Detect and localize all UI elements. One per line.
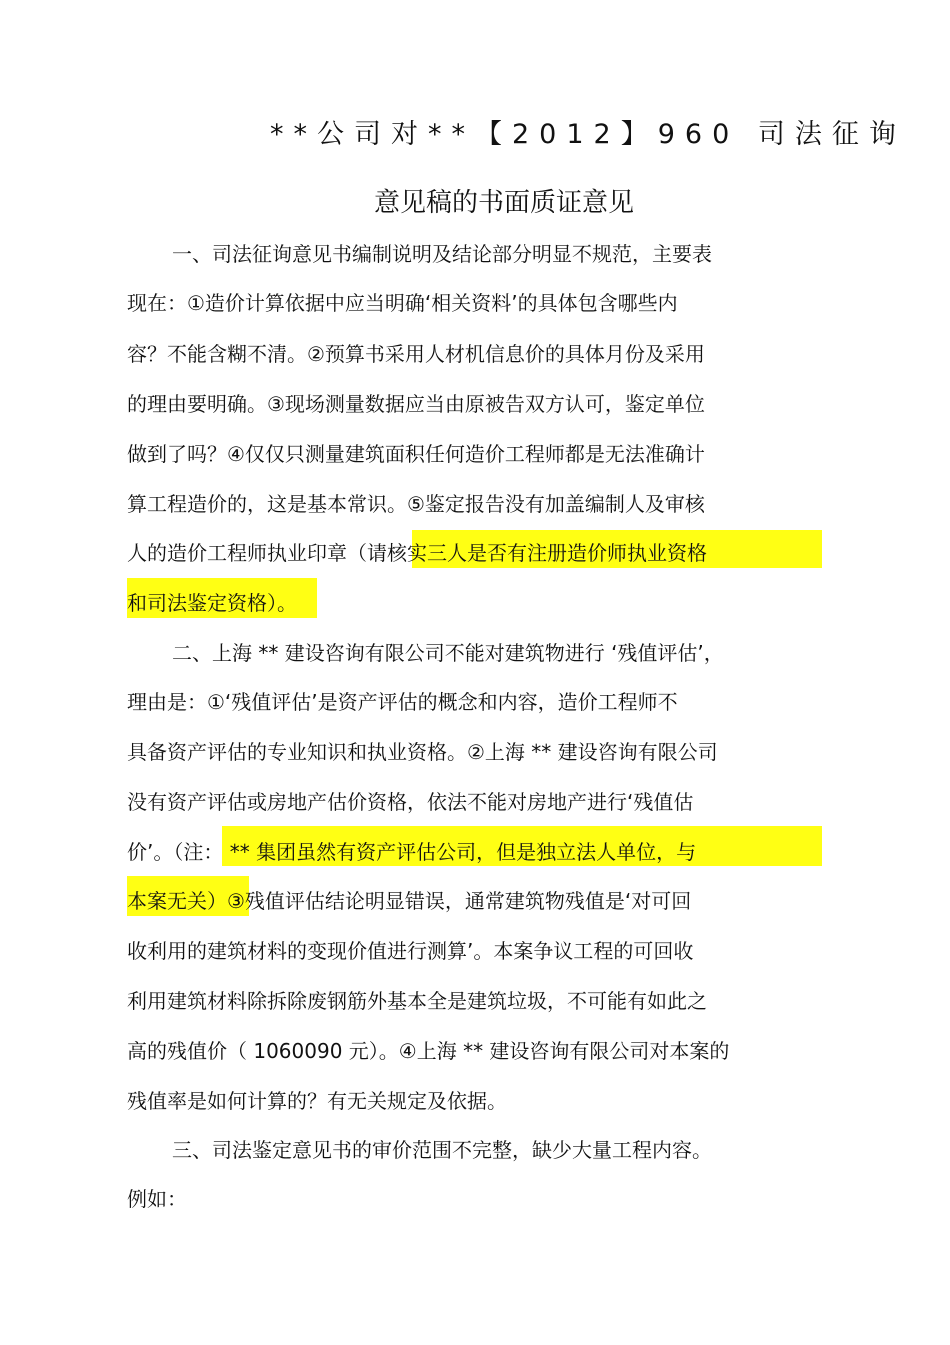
paragraph-line: 和司法鉴定资格）。 bbox=[127, 591, 297, 615]
paragraph-line: 容？不能含糊不清。②预算书采用人材机信息价的具体月份及采用 bbox=[127, 342, 705, 366]
paragraph-line: 做到了吗？④仅仅只测量建筑面积任何造价工程师都是无法准确计 bbox=[127, 442, 705, 466]
document-title-line1: **公司对**【2012】960 司法征询 bbox=[270, 119, 906, 150]
paragraph-line: 本案无关）③残值评估结论明显错误，通常建筑物残值是‘对可回 bbox=[127, 889, 692, 913]
paragraph-line: 三、司法鉴定意见书的审价范围不完整，缺少大量工程内容。 bbox=[172, 1138, 712, 1162]
paragraph-line: 人的造价工程师执业印章（请核实三人是否有注册造价师执业资格 bbox=[127, 541, 707, 565]
document-title-line2: 意见稿的书面质证意见 bbox=[374, 188, 635, 218]
paragraph-line: 的理由要明确。③现场测量数据应当由原被告双方认可，鉴定单位 bbox=[127, 392, 705, 416]
paragraph-line: 价’。（注： ** 集团虽然有资产评估公司，但是独立法人单位，与 bbox=[127, 840, 697, 864]
paragraph-line: 高的残值价（ 1060090 元）。④上海 ** 建设咨询有限公司对本案的 bbox=[127, 1039, 730, 1063]
paragraph-line: 具备资产评估的专业知识和执业资格。②上海 ** 建设咨询有限公司 bbox=[127, 740, 718, 764]
paragraph-line: 例如： bbox=[127, 1187, 187, 1211]
paragraph-line: 收利用的建筑材料的变现价值进行测算’。本案争议工程的可回收 bbox=[127, 939, 694, 963]
paragraph-line: 算工程造价的，这是基本常识。⑤鉴定报告没有加盖编制人及审核 bbox=[127, 492, 705, 516]
paragraph-line: 理由是：①‘残值评估’是资产评估的概念和内容，造价工程师不 bbox=[127, 690, 678, 714]
paragraph-line: 利用建筑材料除拆除废钢筋外基本全是建筑垃圾，不可能有如此之 bbox=[127, 989, 707, 1013]
paragraph-line: 没有资产评估或房地产估价资格，依法不能对房地产进行‘残值估 bbox=[127, 790, 694, 814]
paragraph-line: 现在：①造价计算依据中应当明确‘相关资料’的具体包含哪些内 bbox=[127, 291, 678, 315]
paragraph-line: 一、司法征询意见书编制说明及结论部分明显不规范，主要表 bbox=[172, 242, 712, 266]
paragraph-line: 二、上海 ** 建设咨询有限公司不能对建筑物进行 ‘残值评估’， bbox=[172, 641, 724, 665]
paragraph-line: 残值率是如何计算的？有无关规定及依据。 bbox=[127, 1089, 507, 1113]
